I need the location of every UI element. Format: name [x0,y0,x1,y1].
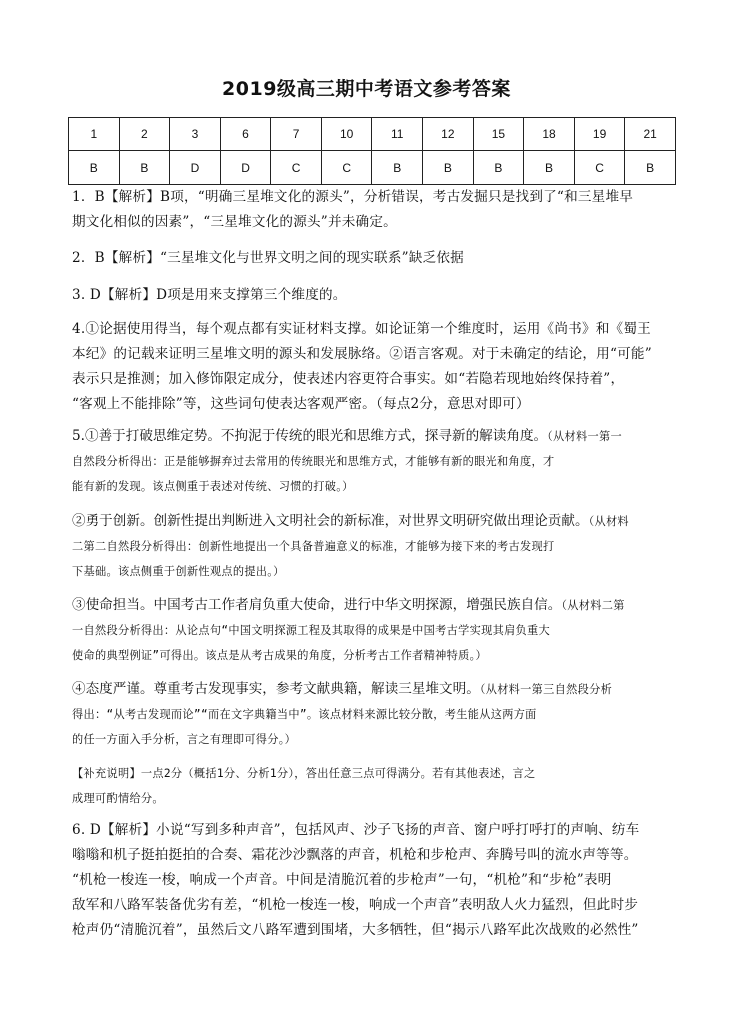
paragraph-line [72,677,682,702]
point-statement: ④态度严谨。尊重考古发现事实，参考文献典籍，解读三星堆文明。 [72,681,480,697]
paragraph-line [72,424,682,449]
analysis-note-line: 使命的典型例证”可得出。该点是从考古成果的角度，分析考古工作者精神特质。） [72,649,487,662]
analysis-note-line: 下基础。该点侧重于创新性观点的提出。） [72,565,285,578]
answer-cell: B [69,151,120,185]
answer-cell: C [271,151,322,185]
answer-table [68,117,676,185]
answer-cell: B [372,151,423,185]
answer-q5-point1 [72,424,682,499]
answer-cell: C [574,151,625,185]
question-number-cell: 11 [372,118,423,151]
paragraph-line: “机枪一梭连一梭，响成一个声音。中间是清脆沉着的步枪声”一句，“机枪”和“步枪”表明 [72,872,612,888]
question-number-cell: 18 [524,118,575,151]
analysis-note-line: 自然段分析得出：正是能够摒弃过去常用的传统眼光和思维方式，才能够有新的眼光和角度，才 [72,455,555,468]
question-number-cell: 1 [69,118,120,151]
analysis-note-line: 的任一方面入手分析，言之有理即可得分。） [72,733,297,746]
paragraph-line: 2．B【解析】“三星堆文化与世界文明之间的现实联系”缺乏依据 [72,250,464,266]
paragraph-line [72,509,682,534]
point-statement: ③使命担当。中国考古工作者肩负重大使命，进行中华文明探源，增强民族自信。 [72,597,562,613]
answer-cell: B [473,151,524,185]
question-number-cell: 21 [625,118,676,151]
question-number-cell: 3 [170,118,221,151]
answer-cell: B [423,151,474,185]
analysis-note: （从材料一第一 [547,430,622,443]
answer-cell: D [220,151,271,185]
answer-q6 [72,818,682,943]
question-number-cell: 7 [271,118,322,151]
paragraph-line: “客观上不能排除”等，这些词句使表达客观严密。（每点2分，意思对即可） [72,396,530,412]
paragraph-line: 3. D【解析】D项是用来支撑第三个维度的。 [72,287,347,303]
paragraph-line: 1．B【解析】B项，“明确三星堆文化的源头”，分析错误，考古发掘只是找到了“和三星堆早 [72,189,634,205]
analysis-note: （从材料 [588,515,629,528]
analysis-note-line: 一自然段分析得出：从论点句“中国文明探源工程及其取得的成果是中国考古学实现其肩负重大 [72,624,551,637]
paragraph-line: 4.①论据使用得当，每个观点都有实证材料支撑。如论证第一个维度时，运用《尚书》和《蜀王 [72,321,651,337]
paragraph-line [72,593,682,618]
answer-q4 [72,317,682,417]
analysis-note-line: 得出：“从考古发现而论”“而在文字典籍当中”。该点材料来源比较分散，考生能从这两方面 [72,708,537,721]
answer-cell: B [625,151,676,185]
answer-table-answer-row [69,151,676,185]
analysis-note-line: 能有新的发现。该点侧重于表述对传统、习惯的打破。） [72,480,354,493]
answer-q5-point3 [72,593,682,668]
paragraph-line: 6. D【解析】小说“写到多种声音”，包括风声、沙子飞扬的声音、窗户呼打呼打的声响、纺车 [72,822,640,838]
point-statement: 5.①善于打破思维定势。不拘泥于传统的眼光和思维方式，探寻新的解读角度。 [72,428,548,444]
question-number-cell: 12 [423,118,474,151]
question-number-cell: 2 [119,118,170,151]
answer-q5-point4 [72,677,682,752]
answer-q1 [72,185,682,235]
paragraph-line: 表示只是推测；加入修饰限定成分，使表述内容更符合事实。如“若隐若现地始终保持着”， [72,371,625,387]
question-number-cell: 19 [574,118,625,151]
analysis-note: （从材料二第 [561,599,625,612]
question-number-cell: 6 [220,118,271,151]
paragraph-line: 本纪》的记载来证明三星堆文明的源头和发展脉络。②语言客观。对于未确定的结论，用“可能” [72,346,652,362]
analysis-note-line: 成理可酌情给分。 [72,792,164,805]
answer-cell: D [170,151,221,185]
analysis-note-line: 二第二自然段分析得出：创新性地提出一个具备普遍意义的标准，才能够为接下来的考古发现打 [72,540,555,553]
answer-q5-point2 [72,509,682,584]
paragraph-line: 敌军和八路军装备优劣有差，“机枪一梭连一梭，响成一个声音”表明敌人火力猛烈，但此时步 [72,897,639,913]
question-number-cell: 10 [321,118,372,151]
supplement-note [72,761,682,811]
paragraph-line: 期文化相似的因素”，“三星堆文化的源头”并未确定。 [72,214,397,230]
question-number-cell: 15 [473,118,524,151]
analysis-note: （从材料一第三自然段分析 [479,683,613,696]
point-statement: ②勇于创新。创新性提出判断进入文明社会的新标准，对世界文明研究做出理论贡献。 [72,513,589,529]
answer-q3 [72,283,682,308]
answer-q2 [72,246,682,271]
document-title: 2019级高三期中考语文参考答案 [222,78,511,100]
answer-cell: B [524,151,575,185]
answer-table-header-row [69,118,676,151]
answer-cell: C [321,151,372,185]
paragraph-line: 嗡嗡和机子挺拍挺拍的合奏、霜花沙沙飘落的声音，机枪和步枪声、奔腾号叫的流水声等等。 [72,847,638,863]
answer-cell: B [119,151,170,185]
analysis-note-line: 【补充说明】一点2分（概括1分、分析1分），答出任意三点可得满分。若有其他表述，言之 [72,767,536,780]
paragraph-line: 枪声仍“清脆沉着”，虽然后文八路军遭到围堵，大多牺牲，但“揭示八路军此次战败的必然性” [72,922,639,938]
